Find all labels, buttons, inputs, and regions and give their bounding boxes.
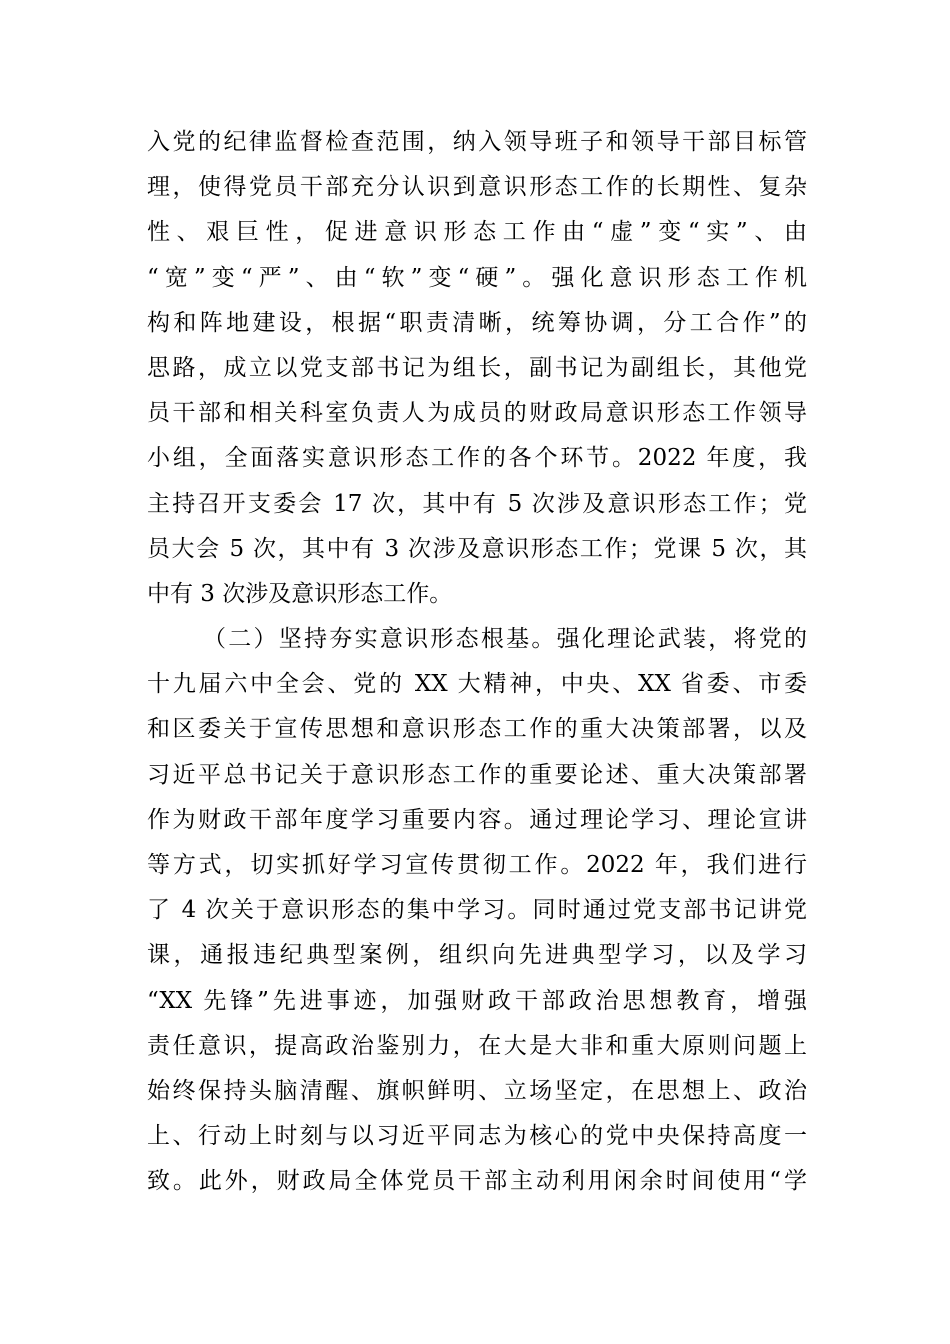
text-line: 思路，成立以党支部书记为组长，副书记为副组长，其他党 [147, 354, 807, 381]
text-line: 员干部和相关科室负责人为成员的财政局意识形态工作领导 [147, 400, 807, 427]
paragraph-2 [147, 617, 807, 1204]
text-line: 性、艰巨性，促进意识形态工作由“虚”变“实”、由 [147, 219, 807, 246]
text-line: 始终保持头脑清醒、旗帜鲜明、立场坚定，在思想上、政治 [147, 1077, 807, 1104]
text-line: （二）坚持夯实意识形态根基。强化理论武装，将党的 [203, 626, 807, 653]
text-line: 课，通报违纪典型案例，组织向先进典型学习，以及学习 [147, 942, 807, 969]
text-line: 责任意识，提高政治鉴别力，在大是大非和重大原则问题上 [147, 1032, 807, 1059]
text-line: 致。此外，财政局全体党员干部主动利用闲余时间使用“学 [147, 1168, 807, 1195]
text-line: 主持召开支委会 17 次，其中有 5 次涉及意识形态工作；党 [147, 490, 807, 517]
text-line: 十九届六中全会、党的 XX 大精神，中央、XX 省委、市委 [147, 671, 807, 698]
text-line: “XX 先锋”先进事迹，加强财政干部政治思想教育，增强 [147, 987, 807, 1014]
text-line: 构和阵地建设，根据“职责清晰，统筹协调，分工合作”的 [147, 309, 807, 336]
paragraph-1 [147, 120, 807, 617]
text-line: 入党的纪律监督检查范围，纳入领导班子和领导干部目标管 [147, 129, 807, 155]
body-text [147, 120, 807, 1205]
text-line: 理，使得党员干部充分认识到意识形态工作的长期性、复杂 [147, 174, 807, 201]
text-line: 中有 3 次涉及意识形态工作。 [147, 580, 453, 607]
text-line: 习近平总书记关于意识形态工作的重要论述、重大决策部署 [147, 761, 807, 788]
text-line: 和区委关于宣传思想和意识形态工作的重大决策部署，以及 [147, 716, 807, 743]
text-line: 上、行动上时刻与以习近平同志为核心的党中央保持高度一 [147, 1123, 807, 1150]
text-line: 小组，全面落实意识形态工作的各个环节。2022 年度，我 [147, 445, 807, 472]
text-line: 等方式，切实抓好学习宣传贯彻工作。2022 年，我们进行 [147, 852, 807, 878]
text-line: 作为财政干部年度学习重要内容。通过理论学习、理论宣讲 [147, 806, 807, 833]
text-line: 了 4 次关于意识形态的集中学习。同时通过党支部书记讲党 [147, 897, 807, 924]
text-line: 员大会 5 次，其中有 3 次涉及意识形态工作；党课 5 次，其 [147, 535, 807, 562]
text-line: “宽”变“严”、由“软”变“硬”。强化意识形态工作机 [147, 264, 807, 291]
